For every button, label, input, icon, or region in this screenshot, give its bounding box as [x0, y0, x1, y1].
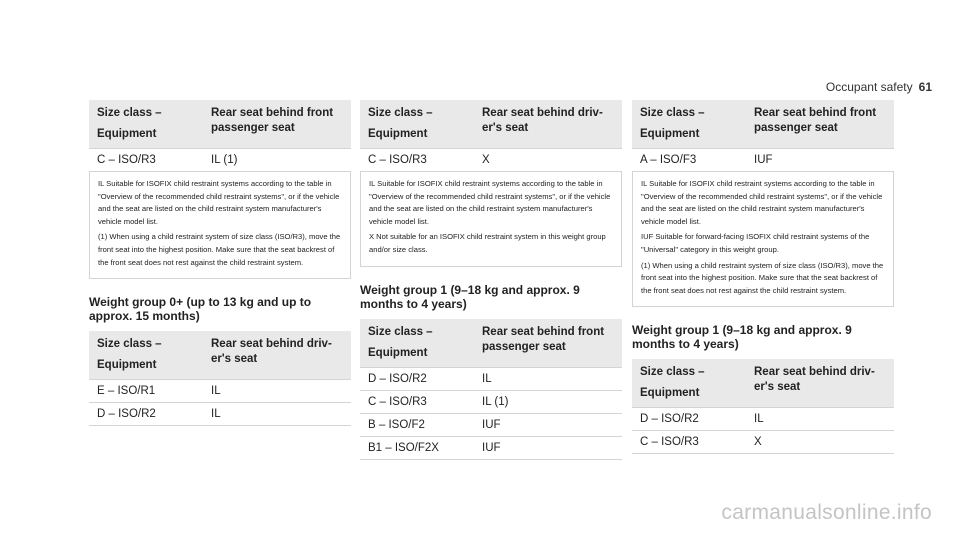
footnote-item: IL Suitable for ISOFIX child restraint systems according to the table in "Overview of the recommended child restraint systems", or if the vehicle and the seat are listed on the child restraint system manufacturer's vehicle model list.	[98, 179, 340, 226]
watermark: carmanualsonline.info	[721, 501, 932, 524]
table-header-row	[632, 359, 894, 408]
table-header-size-class: Size class – Equipment	[89, 100, 203, 149]
suitability-cell: IL (1)	[474, 390, 622, 413]
table-header-size-class: Size class – Equipment	[89, 331, 203, 380]
suitability-cell: IL (1)	[203, 149, 351, 172]
seat-table	[632, 359, 894, 454]
table-row	[89, 149, 351, 172]
seat-table	[360, 319, 622, 460]
table-header-size-class: Size class – Equipment	[360, 100, 474, 149]
table-row	[89, 380, 351, 403]
section-heading: Weight group 1 (9–18 kg and approx. 9 months to 4 years)	[632, 323, 852, 352]
footnote-item: IUF Suitable for forward-facing ISOFIX child restraint systems of the "Universal" category in this weight group.	[641, 232, 870, 254]
footnote-item: (1) When using a child restraint system of size class (ISO/R3), move the front seat into the highest position. Make sure that the seat backrest of the front seat does not rest against the child restraint system.	[98, 232, 341, 267]
page-number: 61	[918, 80, 932, 94]
table-footnote	[360, 172, 622, 267]
size-class-cell: B – ISO/F2	[360, 413, 474, 436]
page-header	[826, 80, 932, 94]
table-footnote	[632, 172, 894, 307]
size-class-cell: C – ISO/R3	[360, 149, 474, 172]
seat-table	[360, 100, 622, 172]
suitability-cell: IUF	[474, 436, 622, 459]
table-row	[89, 403, 351, 426]
suitability-cell: IUF	[746, 149, 894, 172]
suitability-cell: IUF	[474, 413, 622, 436]
table-header-seat: Rear seat behind driver's seat	[474, 100, 622, 149]
table-header-row	[632, 100, 894, 149]
size-class-cell: C – ISO/R3	[89, 149, 203, 172]
table-header-seat: Rear seat behind front passenger seat	[746, 100, 894, 149]
table-header-size-class: Size class – Equipment	[632, 100, 746, 149]
size-class-cell: C – ISO/R3	[632, 431, 746, 454]
section-heading: Weight group 0+ (up to 13 kg and up to approx. 15 months)	[89, 295, 312, 324]
table-header-row	[360, 319, 622, 368]
table-header-seat: Rear seat behind driver's seat	[203, 331, 351, 380]
section-heading: Weight group 1 (9–18 kg and approx. 9 months to 4 years)	[360, 282, 580, 311]
size-class-cell: D – ISO/R2	[89, 403, 203, 426]
table-row	[632, 431, 894, 454]
table-row	[360, 390, 622, 413]
size-class-cell: C – ISO/R3	[360, 390, 474, 413]
table-row	[360, 367, 622, 390]
section-title: Occupant safety	[825, 80, 913, 94]
table-row	[360, 436, 622, 459]
column-3	[632, 100, 894, 454]
footnote-item: IL Suitable for ISOFIX child restraint systems according to the table in "Overview of the recommended child restraint systems", or if the vehicle and the seat are listed on the child restraint system manufacturer's vehicle model list.	[369, 179, 611, 226]
table-header-size-class: Size class – Equipment	[632, 359, 746, 408]
table-header-seat: Rear seat behind front passenger seat	[474, 319, 622, 368]
seat-table	[632, 100, 894, 172]
column-1	[89, 100, 351, 426]
table-row	[360, 149, 622, 172]
table-header-row	[89, 100, 351, 149]
table-header-row	[360, 100, 622, 149]
suitability-cell: X	[474, 149, 622, 172]
suitability-cell: IL	[203, 380, 351, 403]
column-2	[360, 100, 622, 460]
suitability-cell: IL	[746, 408, 894, 431]
table-header-seat: Rear seat behind driver's seat	[746, 359, 894, 408]
size-class-cell: E – ISO/R1	[89, 380, 203, 403]
size-class-cell: D – ISO/R2	[360, 367, 474, 390]
table-row	[632, 408, 894, 431]
seat-table	[89, 331, 351, 426]
size-class-cell: B1 – ISO/F2X	[360, 436, 474, 459]
table-row	[360, 413, 622, 436]
footnote-item: X Not suitable for an ISOFIX child restraint system in this weight group and/or size class.	[369, 232, 606, 254]
table-footnote	[89, 172, 351, 279]
footnote-item: IL Suitable for ISOFIX child restraint systems according to the table in "Overview of the recommended child restraint systems", or if the vehicle and the seat are listed on the child restraint system manufacturer's vehicle model list.	[641, 179, 883, 226]
table-header-size-class: Size class – Equipment	[360, 319, 474, 368]
footnote-item: (1) When using a child restraint system of size class (ISO/R3), move the front seat into the highest position. Make sure that the seat backrest of the front seat does not rest against the child restraint system.	[641, 260, 884, 295]
table-header-seat: Rear seat behind front passenger seat	[203, 100, 351, 149]
size-class-cell: D – ISO/R2	[632, 408, 746, 431]
table-row	[632, 149, 894, 172]
suitability-cell: IL	[203, 403, 351, 426]
suitability-cell: IL	[474, 367, 622, 390]
table-header-row	[89, 331, 351, 380]
seat-table	[89, 100, 351, 172]
suitability-cell: X	[746, 431, 894, 454]
size-class-cell: A – ISO/F3	[632, 149, 746, 172]
